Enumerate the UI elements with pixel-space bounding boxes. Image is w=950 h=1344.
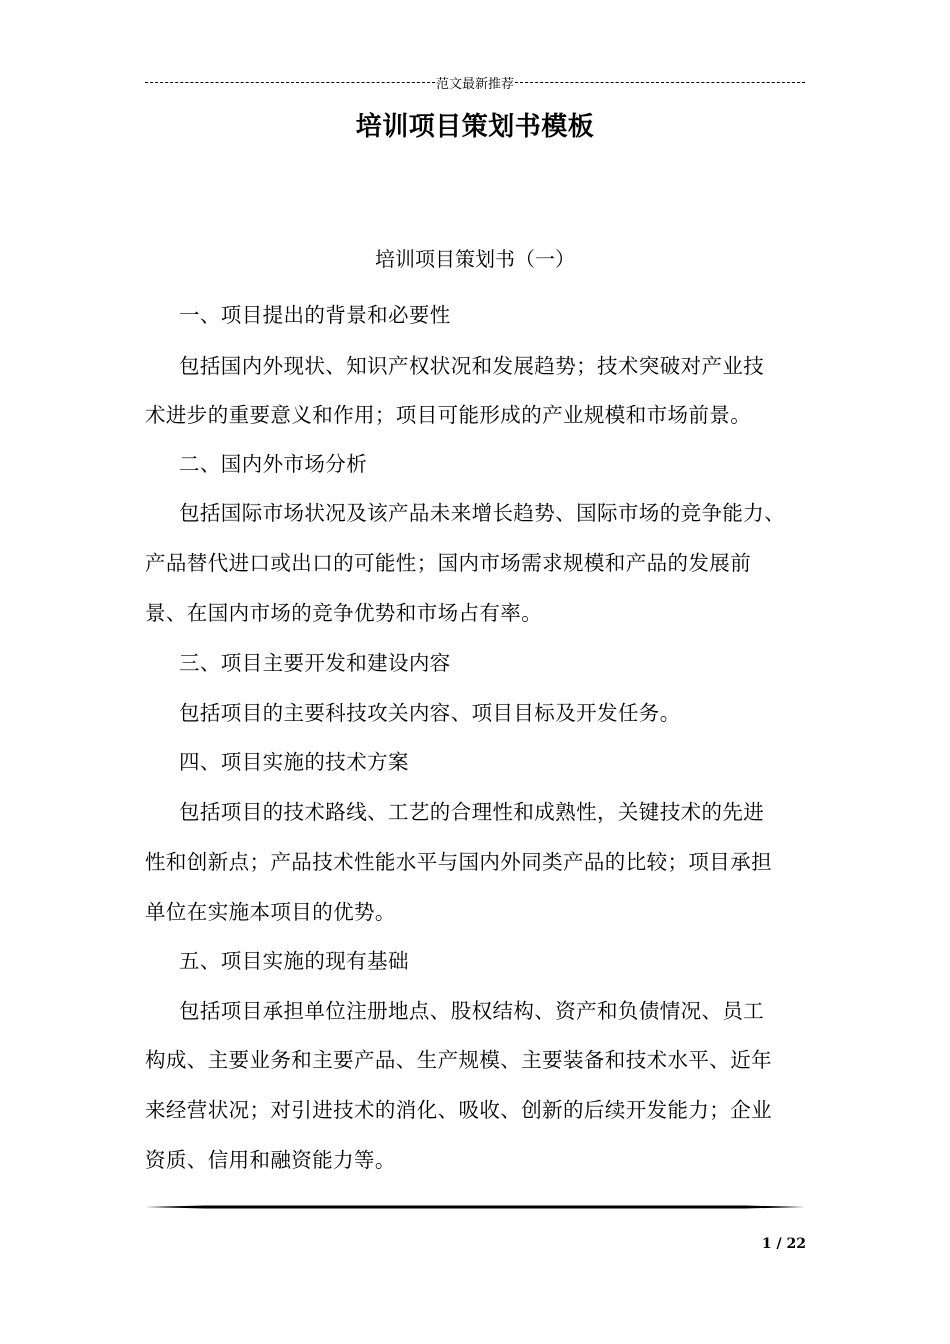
page-header	[145, 72, 805, 92]
page-separator: /	[776, 1236, 782, 1252]
heading-3: 三、项目主要开发和建设内容	[179, 651, 451, 675]
paragraph-line: 单位在实施本项目的优势。	[145, 900, 396, 924]
header-text: 范文最新推荐	[436, 76, 515, 92]
paragraph-line: 性和创新点；产品技术性能水平与国内外同类产品的比较；项目承担	[145, 850, 772, 874]
paragraph-line: 包括国际市场状况及该产品未来增长趋势、国际市场的竞争能力、	[179, 501, 786, 525]
paragraph-line: 包括项目的主要科技攻关内容、项目目标及开发任务。	[179, 701, 681, 725]
document-title: 培训项目策划书模板	[355, 112, 595, 142]
heading-2: 二、国内外市场分析	[179, 452, 368, 476]
section-subtitle: 培训项目策划书（一）	[375, 247, 575, 271]
paragraph-line: 包括项目承担单位注册地点、股权结构、资产和负债情况、员工	[179, 999, 765, 1023]
paragraph-line: 产品替代进口或出口的可能性；国内市场需求规模和产品的发展前	[145, 551, 752, 575]
page-number	[730, 1236, 806, 1252]
paragraph-line: 包括项目的技术路线、工艺的合理性和成熟性，关键技术的先进	[179, 800, 765, 824]
page-current: 1	[761, 1236, 772, 1252]
paragraph-line: 景、在国内市场的竞争优势和市场占有率。	[145, 601, 543, 625]
heading-5: 五、项目实施的现有基础	[179, 949, 409, 973]
header-dash-right	[515, 82, 805, 83]
heading-4: 四、项目实施的技术方案	[179, 750, 409, 774]
paragraph-line: 资质、信用和融资能力等。	[145, 1148, 396, 1172]
page-total: 22	[786, 1236, 806, 1252]
header-dash-left	[145, 82, 435, 83]
paragraph-line: 包括国内外现状、知识产权状况和发展趋势；技术突破对产业技	[179, 354, 765, 378]
paragraph-line: 来经营状况；对引进技术的消化、吸收、创新的后续开发能力；企业	[145, 1098, 772, 1122]
footer-divider	[145, 1204, 805, 1210]
paragraph-line: 术进步的重要意义和作用；项目可能形成的产业规模和市场前景。	[145, 403, 752, 427]
paragraph-line: 构成、主要业务和主要产品、生产规模、主要装备和技术水平、近年	[145, 1048, 772, 1072]
heading-1: 一、项目提出的背景和必要性	[179, 303, 451, 327]
